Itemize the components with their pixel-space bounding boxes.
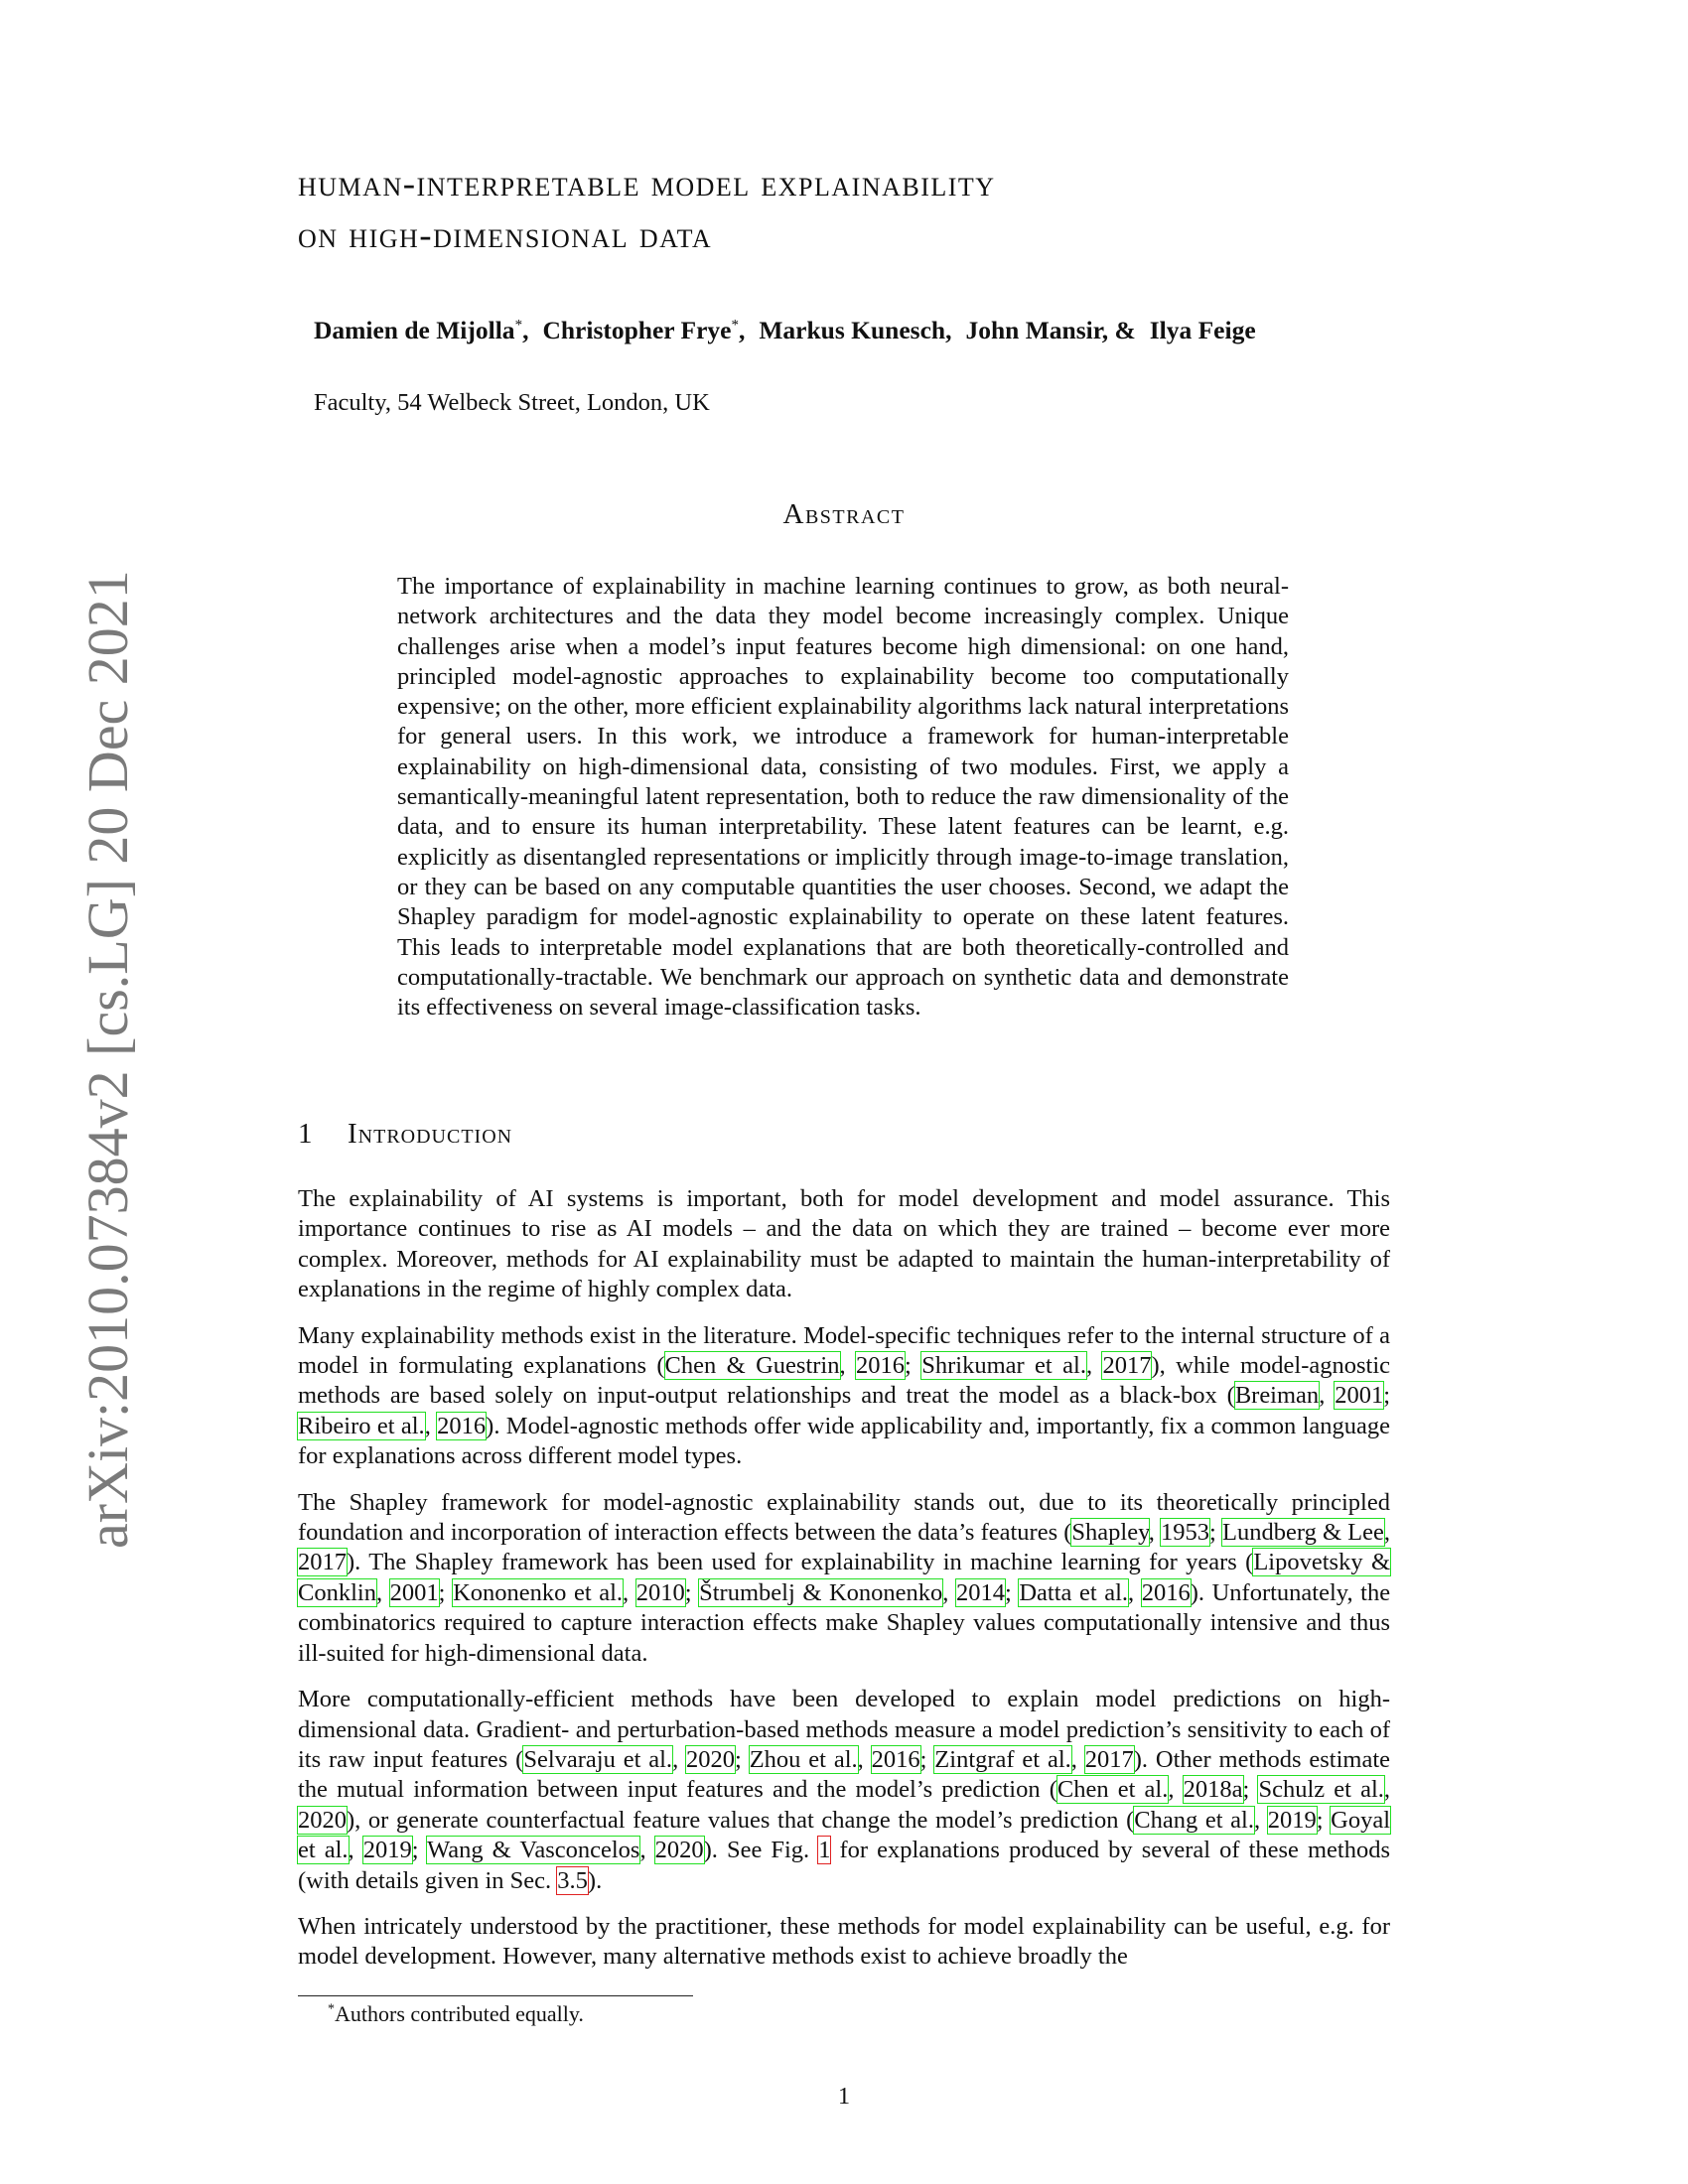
paragraph-text: ; [735, 1745, 750, 1773]
author-separator: , [945, 316, 952, 344]
citation-link[interactable]: Chang et al. [1134, 1806, 1254, 1834]
paragraph-text: ). Other methods estimate the mutual information between input features and the model’s prediction ( [298, 1745, 1391, 1804]
paragraph-text: , [1383, 1519, 1391, 1547]
equal-contribution-mark: * [731, 317, 739, 334]
cross-reference-link[interactable]: 1 [818, 1837, 831, 1864]
section-title: Introduction [348, 1118, 513, 1150]
author-name: John Mansir [965, 316, 1102, 344]
paragraph-text: , [1128, 1578, 1142, 1606]
citation-link[interactable]: 2001 [389, 1578, 439, 1606]
citation-link[interactable]: 2017 [298, 1549, 347, 1576]
citation-link[interactable]: 2019 [1267, 1806, 1317, 1834]
paragraph-text: ). The Shapley framework has been used for explainability in machine learning for years ( [347, 1549, 1254, 1576]
author-separator: , [738, 316, 746, 344]
paragraph-text: ), or generate counterfactual feature values that change the model’s prediction ( [347, 1806, 1135, 1834]
footnote-mark: * [328, 2001, 335, 2017]
intro-paragraph [298, 1488, 1390, 1669]
citation-link[interactable]: 2016 [1141, 1578, 1191, 1606]
citation-link[interactable]: Lundberg & Lee [1222, 1519, 1384, 1547]
paragraph-text: for explanations produced by several of these methods (with details given in Sec. [298, 1837, 1390, 1894]
footnote-text: Authors contributed equally. [335, 2001, 584, 2026]
introduction-body [298, 1184, 1390, 1988]
citation-link[interactable]: 2016 [871, 1745, 920, 1773]
citation-link[interactable]: 2001 [1335, 1382, 1384, 1410]
paragraph-text: ; [1316, 1806, 1332, 1834]
citation-link[interactable]: 2016 [437, 1412, 487, 1439]
paragraph-text: ; [1383, 1382, 1391, 1410]
paragraph-text: , [623, 1578, 636, 1606]
paragraph-text: The Shapley framework for model-agnostic explainability stands out, due to its theoretically principled foundation and incorporation of interaction effects between the data’s features ( [298, 1488, 1390, 1547]
paragraph-text: When intricately understood by the practitioner, these methods for model explainability can be useful, e.g. for model development. However, many alternative methods exist to achieve broadly the [298, 1912, 1390, 1971]
paragraph-text: ; [919, 1745, 935, 1773]
citation-link[interactable]: 2017 [1084, 1745, 1134, 1773]
paragraph-text: , [1070, 1745, 1085, 1773]
paragraph-text: ; [438, 1578, 454, 1606]
paragraph-text: ; [1004, 1578, 1020, 1606]
citation-link[interactable]: 2010 [635, 1578, 685, 1606]
title-line-1: human-interpretable model explainability [298, 164, 996, 205]
citation-link[interactable]: Goyal et al. [298, 1806, 1391, 1864]
abstract-heading: Abstract [782, 498, 906, 530]
abstract-text: The importance of explainability in machine learning continues to grow, as both neural-network architectures and the data they model become increasingly complex. Unique challenges arise when a model’s input features become high dimensional: on one hand, principled model-agnostic approaches to explainability become too computationally expensive; on the other, more efficient explainability algorithms lack natural interpretations for general users. In this work, we introduce a framework for human-interpretable explainability on high-dimensional data, consisting of two modules. First, we apply a semantically-meaningful latent representation, both to reduce the raw dimensionality of the data, and to ensure its human interpretability. These latent features can be learnt, e.g. explicitly as disentangled representations or implicitly through image-to-image translation, or they can be based on any computable quantities the user chooses. Second, we adapt the Shapley paradigm for model-agnostic explainability to operate on these latent features. This leads to interpretable model explanations that are both theoretically-controlled and computationally-tractable. We benchmark our approach on synthetic data and demonstrate its effectiveness on several image-classification tasks. [397, 573, 1289, 1022]
intro-paragraph [298, 1184, 1390, 1305]
citation-link[interactable]: Lipovetsky & Conklin [298, 1549, 1391, 1606]
paragraph-text: , [639, 1837, 655, 1864]
equal-contribution-mark: * [514, 317, 523, 334]
paragraph-text: , [942, 1578, 956, 1606]
paragraph-text: ), while model-agnostic methods are based solely on input-output relationships and treat the model as a black-box ( [298, 1352, 1391, 1410]
citation-link[interactable]: 2018a [1183, 1776, 1243, 1804]
paragraph-text: , [1383, 1776, 1391, 1804]
paragraph-text: , [1085, 1352, 1103, 1380]
citation-link[interactable]: Shapley [1071, 1519, 1149, 1547]
paragraph-text: , [839, 1352, 857, 1380]
citation-link[interactable]: Selvaraju et al. [523, 1745, 673, 1773]
citation-link[interactable]: 2016 [856, 1352, 906, 1380]
author-separator: , & [1101, 316, 1136, 344]
paragraph-text: , [424, 1412, 438, 1439]
paragraph-text: ). [587, 1866, 603, 1894]
paragraph-text: , [672, 1745, 687, 1773]
paragraph-text: The explainability of AI systems is important, both for model development and model assurance. This importance continues to rise as AI models – and the data on which they are trained – become ever more complex. Moreover, methods for AI explainability must be adapted to maintain the human-interpretability of explanations in the regime of highly complex data. [298, 1185, 1390, 1303]
paragraph-text: ; [684, 1578, 700, 1606]
citation-link[interactable]: 2019 [362, 1837, 412, 1864]
page-number: 1 [837, 2083, 851, 2110]
citation-link[interactable]: Datta et al. [1019, 1578, 1129, 1606]
paragraph-text: , [1319, 1382, 1336, 1410]
title-line-2: on high-dimensional data [298, 215, 713, 256]
citation-link[interactable]: Chen et al. [1056, 1776, 1169, 1804]
affiliation: Faculty, 54 Welbeck Street, London, UK [314, 389, 710, 416]
intro-paragraph [298, 1321, 1390, 1472]
paragraph-text: ; [1209, 1519, 1223, 1547]
citation-link[interactable]: Chen & Guestrin [664, 1352, 840, 1380]
citation-link[interactable]: Zhou et al. [749, 1745, 858, 1773]
citation-link[interactable]: Schulz et al. [1258, 1776, 1384, 1804]
author-name: Christopher Frye [542, 316, 732, 344]
section-number: 1 [298, 1118, 314, 1150]
paragraph-text: , [375, 1578, 390, 1606]
paragraph-text: Many explainability methods exist in the literature. Model-specific techniques refer to the internal structure of a model in formulating explanations ( [298, 1321, 1390, 1380]
citation-link[interactable]: 2014 [955, 1578, 1005, 1606]
arxiv-identifier-stamp: arXiv:2010.07384v2 [cs.LG] 20 Dec 2021 [75, 570, 140, 1549]
citation-link[interactable]: Breiman [1234, 1382, 1320, 1410]
section-heading-introduction [298, 1118, 512, 1151]
paragraph-text: ). See Fig. [703, 1837, 819, 1864]
paragraph-text: , [1148, 1519, 1162, 1547]
paragraph-text: ; [1242, 1776, 1259, 1804]
citation-link[interactable]: 1953 [1161, 1519, 1210, 1547]
paragraph-text: ). Model-agnostic methods offer wide applicability and, importantly, fix a common language for explanations across different model types. [298, 1412, 1390, 1470]
intro-paragraph [298, 1685, 1390, 1896]
citation-link[interactable]: Shrikumar et al. [921, 1352, 1086, 1380]
citation-link[interactable]: Wang & Vasconcelos [427, 1837, 640, 1864]
paragraph-text: , [857, 1745, 872, 1773]
paragraph-text: , [1168, 1776, 1184, 1804]
author-name: Ilya Feige [1149, 316, 1256, 344]
citation-link[interactable]: 2020 [654, 1837, 704, 1864]
citation-link[interactable]: Kononenko et al. [453, 1578, 624, 1606]
paragraph-text: ; [411, 1837, 428, 1864]
citation-link[interactable]: Ribeiro et al. [298, 1412, 425, 1439]
footnote [328, 2001, 584, 2027]
paragraph-text: , [348, 1837, 363, 1864]
cross-reference-link[interactable]: 3.5 [557, 1866, 588, 1894]
paragraph-text: ). Unfortunately, the combinatorics required to capture interaction effects make Shapley values computationally intensive and thus ill-suited for high-dimensional data. [298, 1578, 1391, 1667]
paper-title [298, 159, 1410, 262]
intro-paragraph [298, 1912, 1390, 1973]
author-name: Markus Kunesch [759, 316, 946, 344]
citation-link[interactable]: Štrumbelj & Kononenko [699, 1578, 943, 1606]
footnote-divider [298, 1995, 693, 1996]
author-separator: , [522, 316, 529, 344]
paragraph-text: , [1253, 1806, 1268, 1834]
citation-link[interactable]: Zintgraf et al. [934, 1745, 1071, 1773]
author-list [314, 316, 1256, 345]
citation-link[interactable]: 2017 [1102, 1352, 1152, 1380]
paragraph-text: ; [905, 1352, 922, 1380]
paragraph-text: More computationally-efficient methods have been developed to explain model predictions on high-dimensional data. Gradient- and perturbation-based methods measure a model prediction’s sensitivity to each of its raw input features ( [298, 1686, 1390, 1773]
citation-link[interactable]: 2020 [686, 1745, 736, 1773]
citation-link[interactable]: 2020 [298, 1806, 347, 1834]
author-name: Damien de Mijolla [314, 316, 515, 344]
